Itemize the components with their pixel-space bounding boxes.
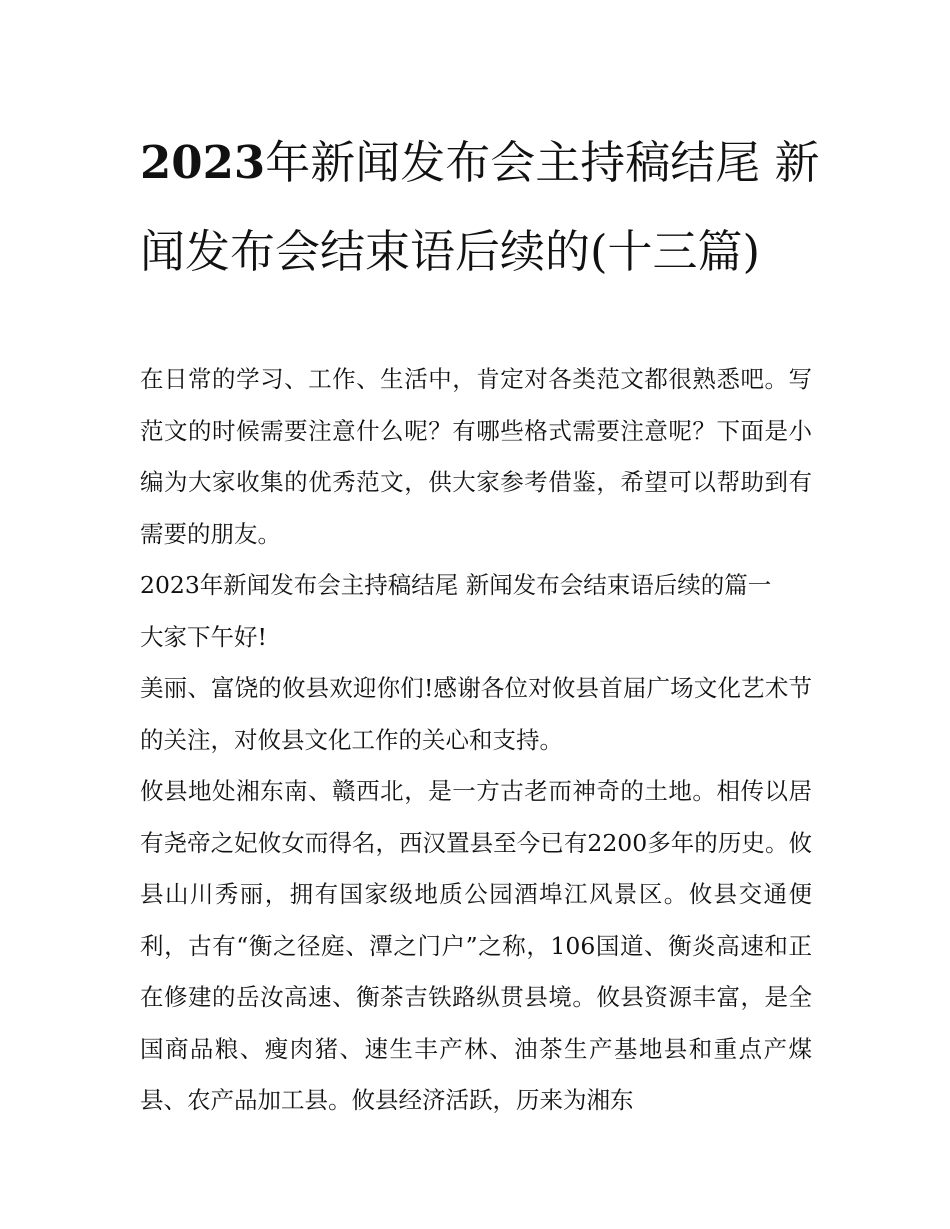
- title-year: 2023: [140, 136, 266, 189]
- greeting-paragraph: 大家下午好!: [140, 622, 267, 651]
- welcome-paragraph: 美丽、富饶的攸县欢迎你们!感谢各位对攸县首届广场文化艺术节的关注，对攸县文化工作的关心和支持。: [140, 674, 812, 754]
- title-text: 年新闻发布会主持稿结尾 新闻发布会结束语后续的(十三篇): [140, 136, 820, 278]
- document-title: [140, 118, 820, 296]
- section-heading: 2023年新闻发布会主持稿结尾 新闻发布会结束语后续的篇一: [140, 571, 772, 599]
- document-body: [140, 354, 812, 1127]
- intro-paragraph: 在日常的学习、工作、生活中，肯定对各类范文都很熟悉吧。写范文的时候需要注意什么呢？有哪些格式需要注意呢？下面是小编为大家收集的优秀范文，供大家参考借鉴，希望可以帮助到有需要的朋友。: [140, 365, 812, 548]
- county-intro-paragraph: 攸县地处湘东南、赣西北，是一方古老而神奇的土地。相传以居有尧帝之妃攸女而得名，西汉置县至今已有2200多年的历史。攸县山川秀丽，拥有国家级地质公园酒埠江风景区。攸县交通便利，古有“衡之径庭、潭之门户”之称，106国道、衡炎高速和正在修建的岳汝高速、衡茶吉铁路纵贯县境。攸县资源丰富，是全国商品粮、瘦肉猪、速生丰产林、油茶生产基地县和重点产煤县、农产品加工县。攸县经济活跃，历来为湘东: [140, 777, 812, 1114]
